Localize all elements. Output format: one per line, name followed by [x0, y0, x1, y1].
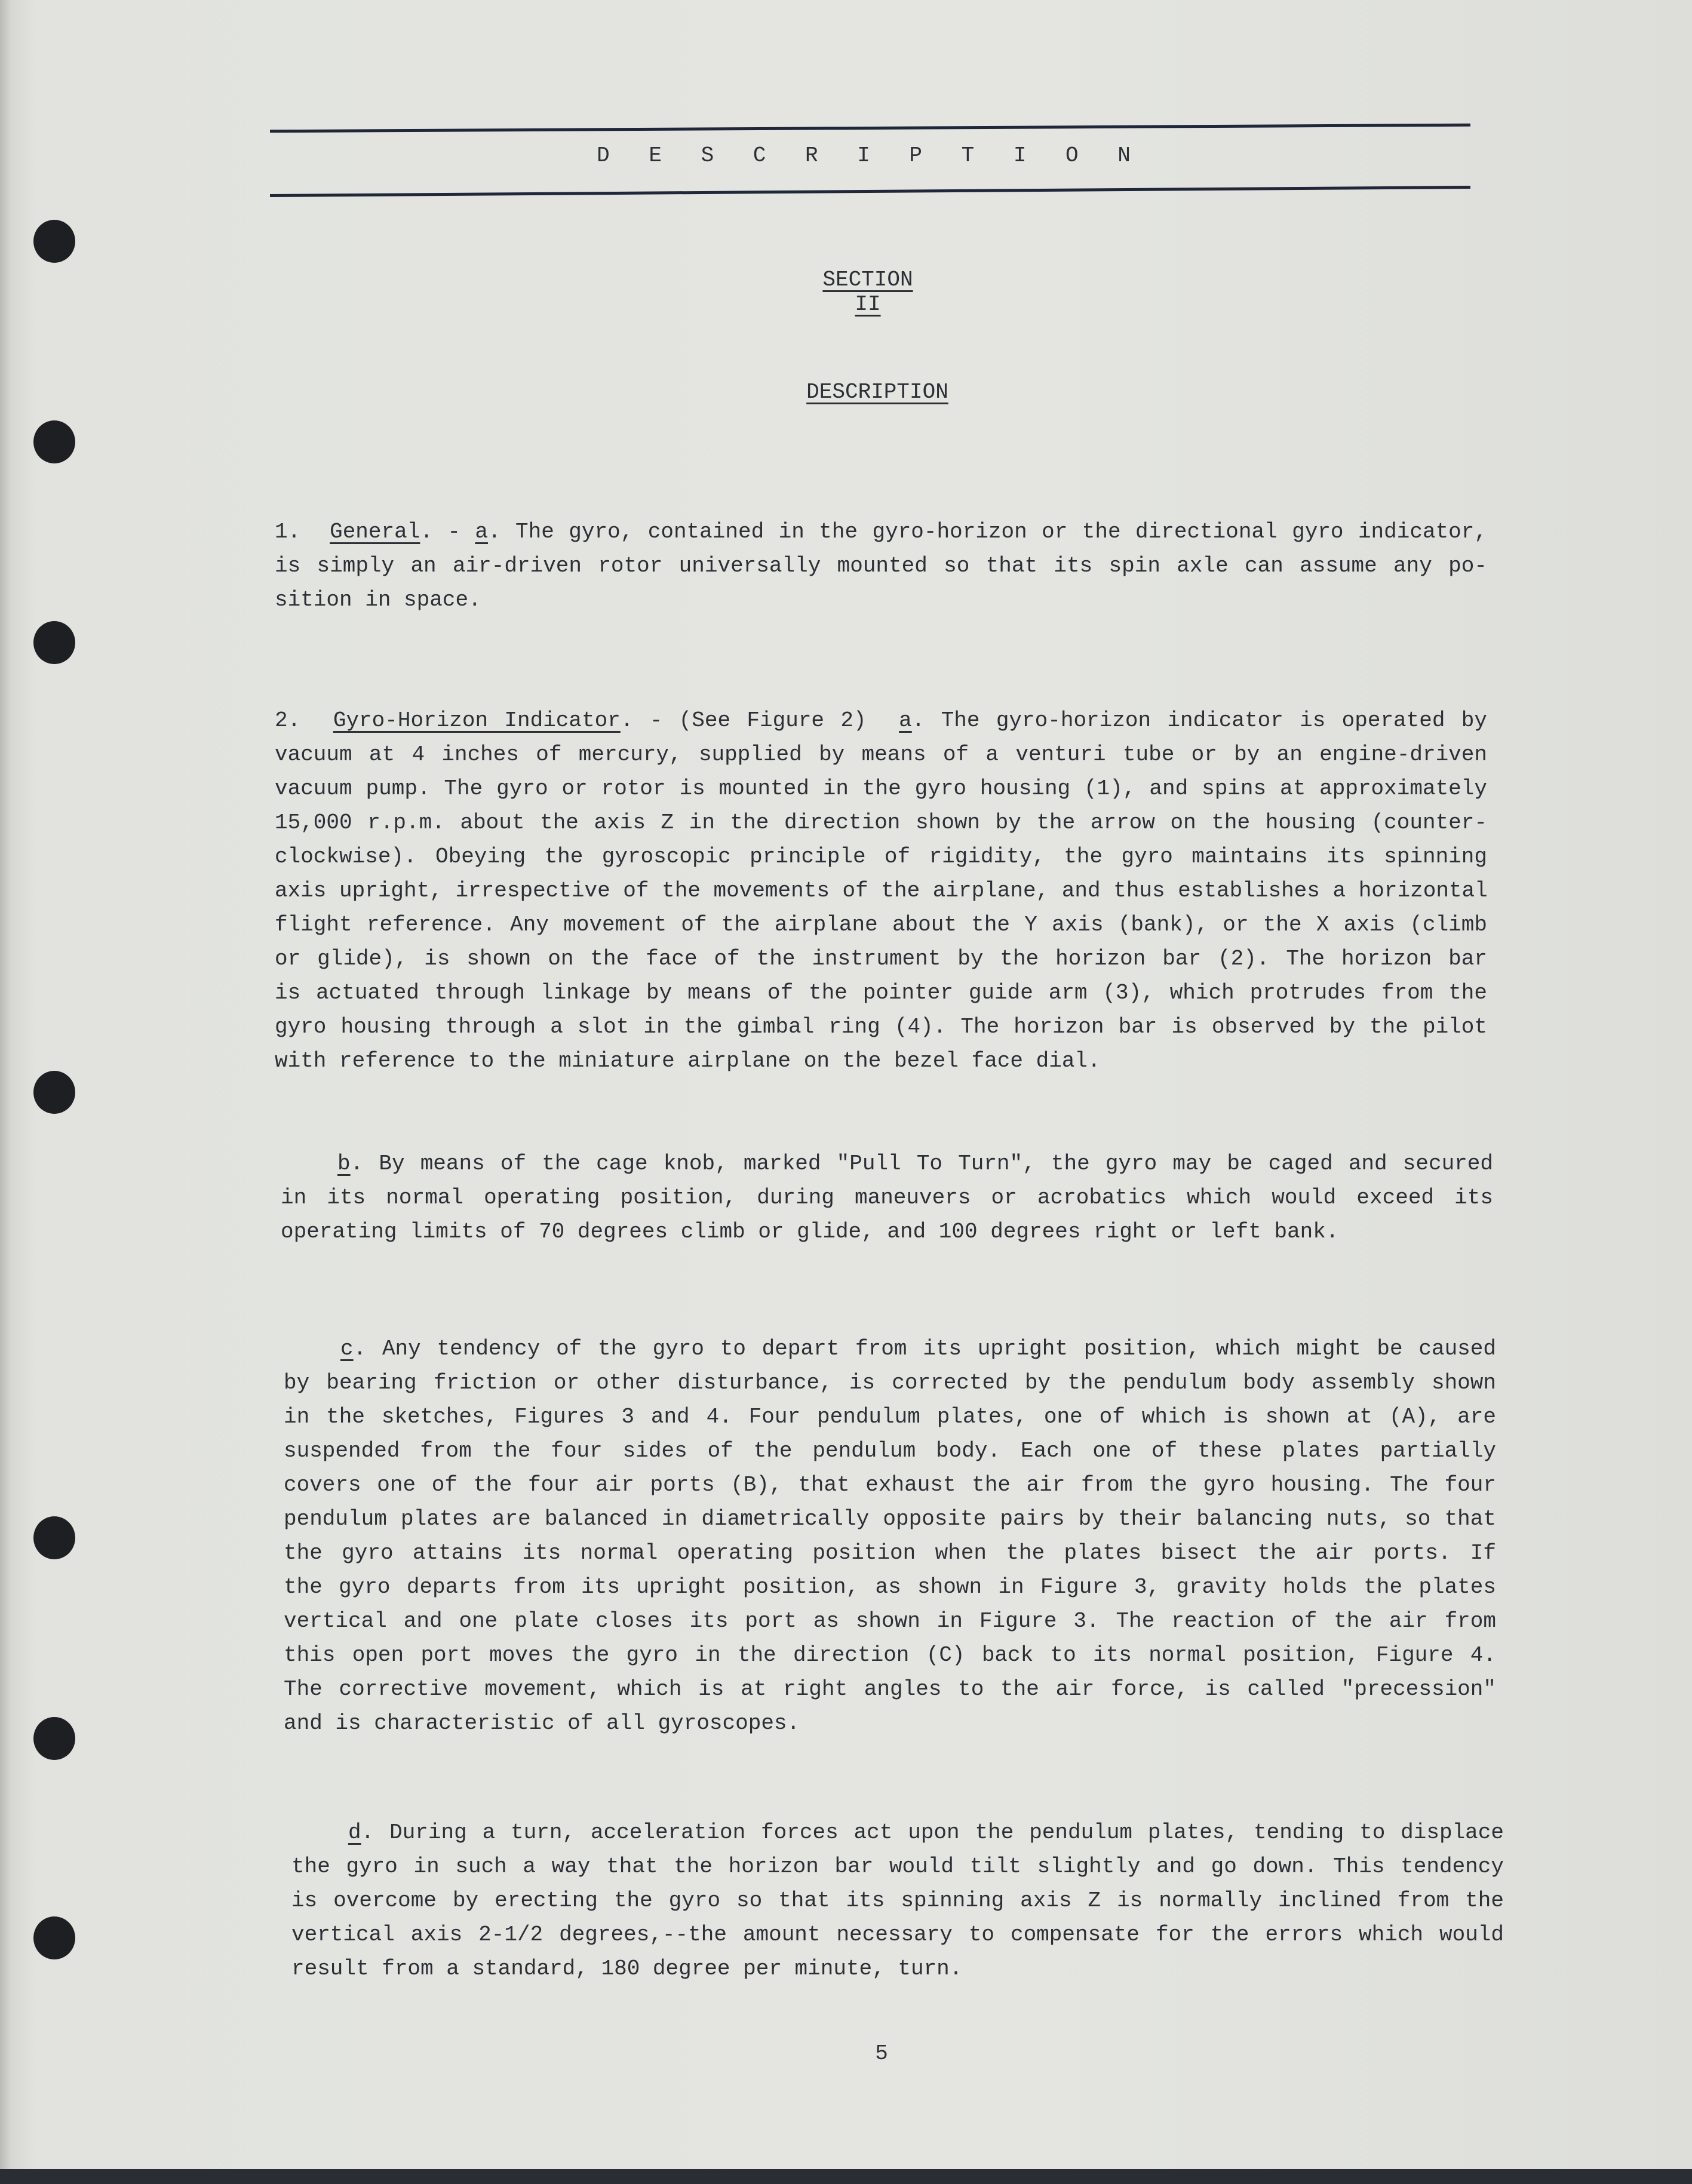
paragraph-2c	[284, 1332, 1496, 1740]
line: with reference to the miniature airplane on the bezel face dial.	[275, 1049, 1101, 1073]
line: 15,000 r.p.m. about the axis Z in the direction shown by the arrow on the housing (counter-	[275, 810, 1487, 835]
line: sition in space.	[275, 588, 481, 612]
section-number: SECTION II	[822, 268, 913, 317]
line: covers one of the four air ports (B), that exhaust the air from the gyro housing. The four	[284, 1473, 1496, 1497]
line: flight reference. Any movement of the airplane about the Y axis (bank), or the X axis (climb	[275, 913, 1487, 937]
binder-hole	[33, 420, 75, 463]
line: and is characteristic of all gyroscopes.	[284, 1711, 800, 1735]
binder-hole	[33, 1516, 75, 1559]
para-heading: General	[330, 520, 420, 544]
line: . During a turn, acceleration forces act upon the pendulum plates, tending to displace	[361, 1820, 1504, 1845]
line: the gyro attains its normal operating position when the plates bisect the air ports. If	[284, 1541, 1496, 1565]
line: is simply an air-driven rotor universally mounted so that its spin axle can assume any po-	[275, 554, 1487, 578]
line: vacuum pump. The gyro or rotor is mounted in the gyro housing (1), and spins at approximately	[275, 776, 1487, 801]
line: vacuum at 4 inches of mercury, supplied by means of a venturi tube or by an engine-driven	[275, 742, 1487, 767]
sub-label: d	[348, 1820, 361, 1845]
line: vertical and one plate closes its port as shown in Figure 3. The reaction of the air from	[284, 1609, 1496, 1633]
line: result from a standard, 180 degree per minute, turn.	[291, 1956, 963, 1981]
para-number: 2.	[275, 708, 301, 733]
paragraph-1	[275, 515, 1487, 617]
line: . Any tendency of the gyro to depart from its upright position, which might be caused	[353, 1337, 1496, 1361]
binder-hole	[33, 1071, 75, 1114]
paragraph-2d	[291, 1816, 1504, 1986]
line: is actuated through linkage by means of the pointer guide arm (3), which protrudes from the	[275, 981, 1487, 1005]
header-title: D E S C R I P T I O N	[597, 143, 1144, 168]
line: axis upright, irrespective of the movements of the airplane, and thus establishes a horizontal	[275, 878, 1488, 903]
para-sep: . - (See Figure 2)	[620, 708, 867, 733]
line: the gyro departs from its upright position, as shown in Figure 3, gravity holds the plates	[284, 1575, 1496, 1599]
paragraph-2	[275, 704, 1487, 1078]
line: vertical axis 2-1/2 degrees,--the amount necessary to compensate for the errors which would	[291, 1922, 1504, 1947]
scan-bottom-edge	[0, 2169, 1692, 2184]
line: suspended from the four sides of the pendulum body. Each one of these plates partially	[284, 1439, 1496, 1463]
line: the gyro in such a way that the horizon bar would tilt slightly and go down. This tendency	[291, 1854, 1504, 1879]
binder-hole	[33, 621, 75, 664]
section-title: DESCRIPTION	[806, 380, 948, 404]
binder-hole	[33, 1717, 75, 1760]
line: . The gyro-horizon indicator is operated by	[911, 708, 1487, 733]
line: . By means of the cage knob, marked "Pull To Turn", the gyro may be caged and secured	[350, 1151, 1493, 1176]
line: The corrective movement, which is at right angles to the air force, is called "precession"	[284, 1677, 1496, 1701]
line: . The gyro, contained in the gyro-horizon or the directional gyro indicator,	[488, 520, 1487, 544]
header-rule-top	[270, 124, 1470, 133]
page-number: 5	[875, 2041, 888, 2066]
line: is overcome by erecting the gyro so that its spinning axis Z is normally inclined from the	[291, 1888, 1504, 1913]
header-rule-bottom	[270, 186, 1470, 197]
line: in its normal operating position, during maneuvers or acrobatics which would exceed its	[281, 1185, 1493, 1210]
line: in the sketches, Figures 3 and 4. Four pendulum plates, one of which is shown at (A), are	[284, 1405, 1496, 1429]
sub-label: b	[337, 1151, 351, 1176]
sub-label: c	[340, 1337, 354, 1361]
line: clockwise). Obeying the gyroscopic principle of rigidity, the gyro maintains its spinning	[275, 844, 1487, 869]
binder-hole	[33, 220, 75, 263]
sub-label: a	[475, 520, 489, 544]
binder-hole	[33, 1916, 75, 1959]
paragraph-2b	[281, 1147, 1493, 1249]
line: or glide), is shown on the face of the instrument by the horizon bar (2). The horizon bar	[275, 947, 1487, 971]
para-sep: . -	[420, 520, 460, 544]
para-heading: Gyro-Horizon Indicator	[333, 708, 621, 733]
line: pendulum plates are balanced in diametrically opposite pairs by their balancing nuts, so that	[284, 1507, 1496, 1531]
line: by bearing friction or other disturbance, is corrected by the pendulum body assembly shown	[284, 1371, 1496, 1395]
line: operating limits of 70 degrees climb or glide, and 100 degrees right or left bank.	[281, 1220, 1339, 1244]
line: gyro housing through a slot in the gimbal ring (4). The horizon bar is observed by the pilot	[275, 1015, 1487, 1039]
sub-label: a	[899, 708, 912, 733]
line: this open port moves the gyro in the direction (C) back to its normal position, Figure 4.	[284, 1643, 1496, 1667]
para-number: 1.	[275, 520, 301, 544]
